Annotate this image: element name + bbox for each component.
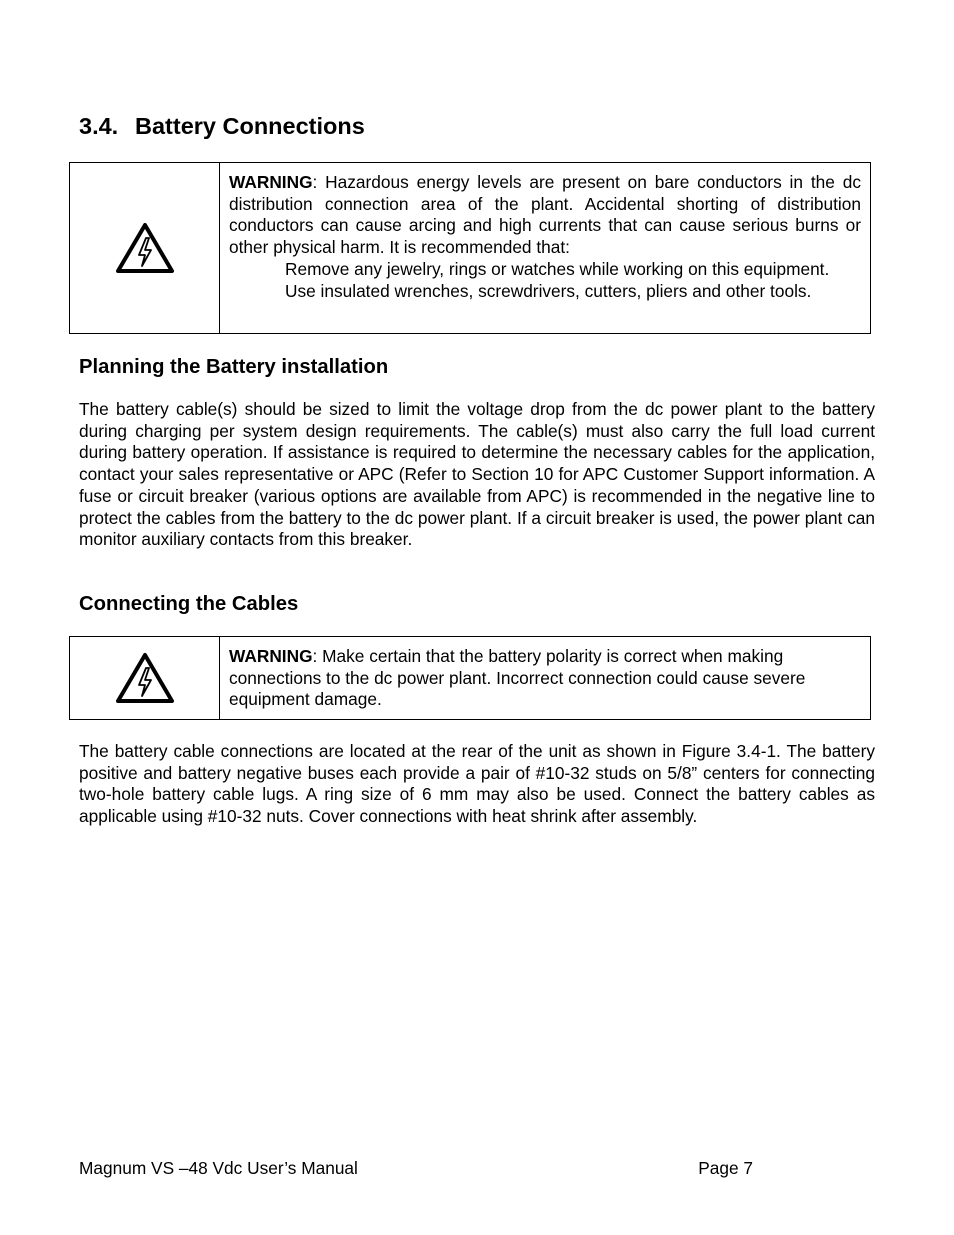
- footer-manual-title: Magnum VS –48 Vdc User’s Manual: [79, 1158, 358, 1178]
- warning-list-item: Use insulated wrenches, screwdrivers, cutters, pliers and other tools.: [285, 280, 812, 301]
- subheading-connecting: Connecting the Cables: [79, 593, 299, 615]
- warning-paragraph: [229, 172, 861, 259]
- warning-icon-cell: [70, 163, 220, 333]
- subheading-planning: Planning the Battery installation: [79, 356, 389, 378]
- warning-text-cell: [220, 637, 870, 719]
- section-title: [79, 111, 365, 141]
- warning-label: WARNING: [229, 172, 313, 192]
- warning-box-hazardous-energy: [69, 162, 871, 334]
- warning-paragraph: [229, 646, 861, 711]
- planning-paragraph: The battery cable(s) should be sized to limit the voltage drop from the dc power plant to the battery during charging per system design requirements. The cable(s) must also carry the full load current during battery operation. If assistance is required to determine the necessary cables for the application, contact your sales representative or APC (Refer to Section 10 for APC Customer Support information. A fuse or circuit breaker (various options are available from APC) is recommended in the negative line to protect the cables from the battery to the dc power plant. If a circuit breaker is used, the power plant can monitor auxiliary contacts from this breaker.: [79, 399, 875, 550]
- page-footer: [79, 1157, 753, 1179]
- high-voltage-warning-icon: [115, 222, 175, 274]
- warning-text: : Hazardous energy levels are present on bare conductors in the dc distribution connection area of the plant. Accidental shorting of distribution conductors can cause arcing and high currents that can cause serious burns or other physical harm. It is recommended that:: [229, 172, 861, 258]
- section-number: 3.4.: [79, 113, 119, 139]
- section-title-text: Battery Connections: [135, 113, 365, 139]
- footer-page-number: Page 7: [698, 1158, 753, 1178]
- warning-text-cell: [220, 163, 870, 333]
- warning-label: WARNING: [229, 646, 313, 666]
- warning-box-polarity: [69, 636, 871, 720]
- high-voltage-warning-icon: [115, 652, 175, 704]
- warning-list-item: Remove any jewelry, rings or watches while working on this equipment.: [285, 258, 830, 279]
- warning-text: : Make certain that the battery polarity is correct when making connections to the dc power plant. Incorrect connection could cause severe equipment damage.: [229, 646, 806, 710]
- warning-icon-cell: [70, 637, 220, 719]
- connection-paragraph: The battery cable connections are located at the rear of the unit as shown in Figure 3.4-1. The battery positive and battery negative buses each provide a pair of #10-32 studs on 5/8” centers for connecting two-hole battery cable lugs. A ring size of 6 mm may also be used. Connect the battery cables as applicable using #10-32 nuts. Cover connections with heat shrink after assembly.: [79, 741, 875, 827]
